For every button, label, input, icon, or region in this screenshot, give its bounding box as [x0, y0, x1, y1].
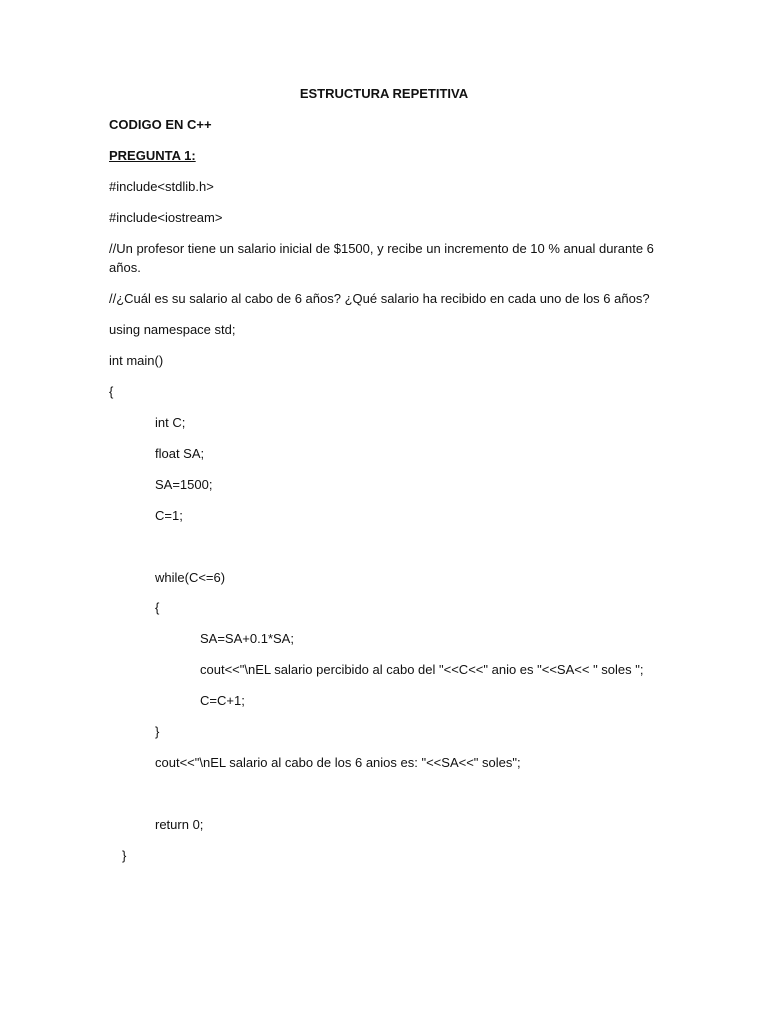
code-line-while-open-brace: { — [155, 600, 160, 615]
code-line-sa-update: SA=SA+0.1*SA; — [200, 631, 294, 646]
code-line-cout-yearly: cout<<"\nEL salario percibido al cabo del "<<C<<" anio es "<<SA<< " soles "; — [200, 662, 644, 677]
code-line-cout-final: cout<<"\nEL salario al cabo de los 6 anios es: "<<SA<<" soles"; — [155, 755, 521, 770]
document-subtitle: CODIGO EN C++ — [109, 117, 212, 132]
code-line-while: while(C<=6) — [155, 570, 226, 585]
code-line-open-brace: { — [109, 384, 114, 399]
question-label: PREGUNTA 1: — [109, 148, 196, 163]
code-comment-problem: //Un profesor tiene un salario inicial de $1500, y recibe un incremento de 10 % anual durante 6 años. — [109, 241, 654, 275]
code-line-float-sa: float SA; — [155, 446, 205, 461]
code-line-include-stdlib: #include<stdlib.h> — [109, 179, 214, 194]
code-line-sa-init: SA=1500; — [155, 477, 213, 492]
code-line-close-brace: } — [122, 848, 127, 863]
code-line-using-namespace: using namespace std; — [109, 322, 236, 337]
code-line-c-init: C=1; — [155, 508, 183, 523]
code-line-return: return 0; — [155, 817, 204, 832]
code-line-include-iostream: #include<iostream> — [109, 210, 223, 225]
code-comment-question: //¿Cuál es su salario al cabo de 6 años? ¿Qué salario ha recibido en cada uno de los 6 años? — [109, 291, 650, 306]
code-line-c-increment: C=C+1; — [200, 693, 245, 708]
code-line-while-close-brace: } — [155, 724, 160, 739]
code-line-int-c: int C; — [155, 415, 186, 430]
document-title: ESTRUCTURA REPETITIVA — [299, 86, 469, 101]
code-line-main: int main() — [109, 353, 164, 368]
